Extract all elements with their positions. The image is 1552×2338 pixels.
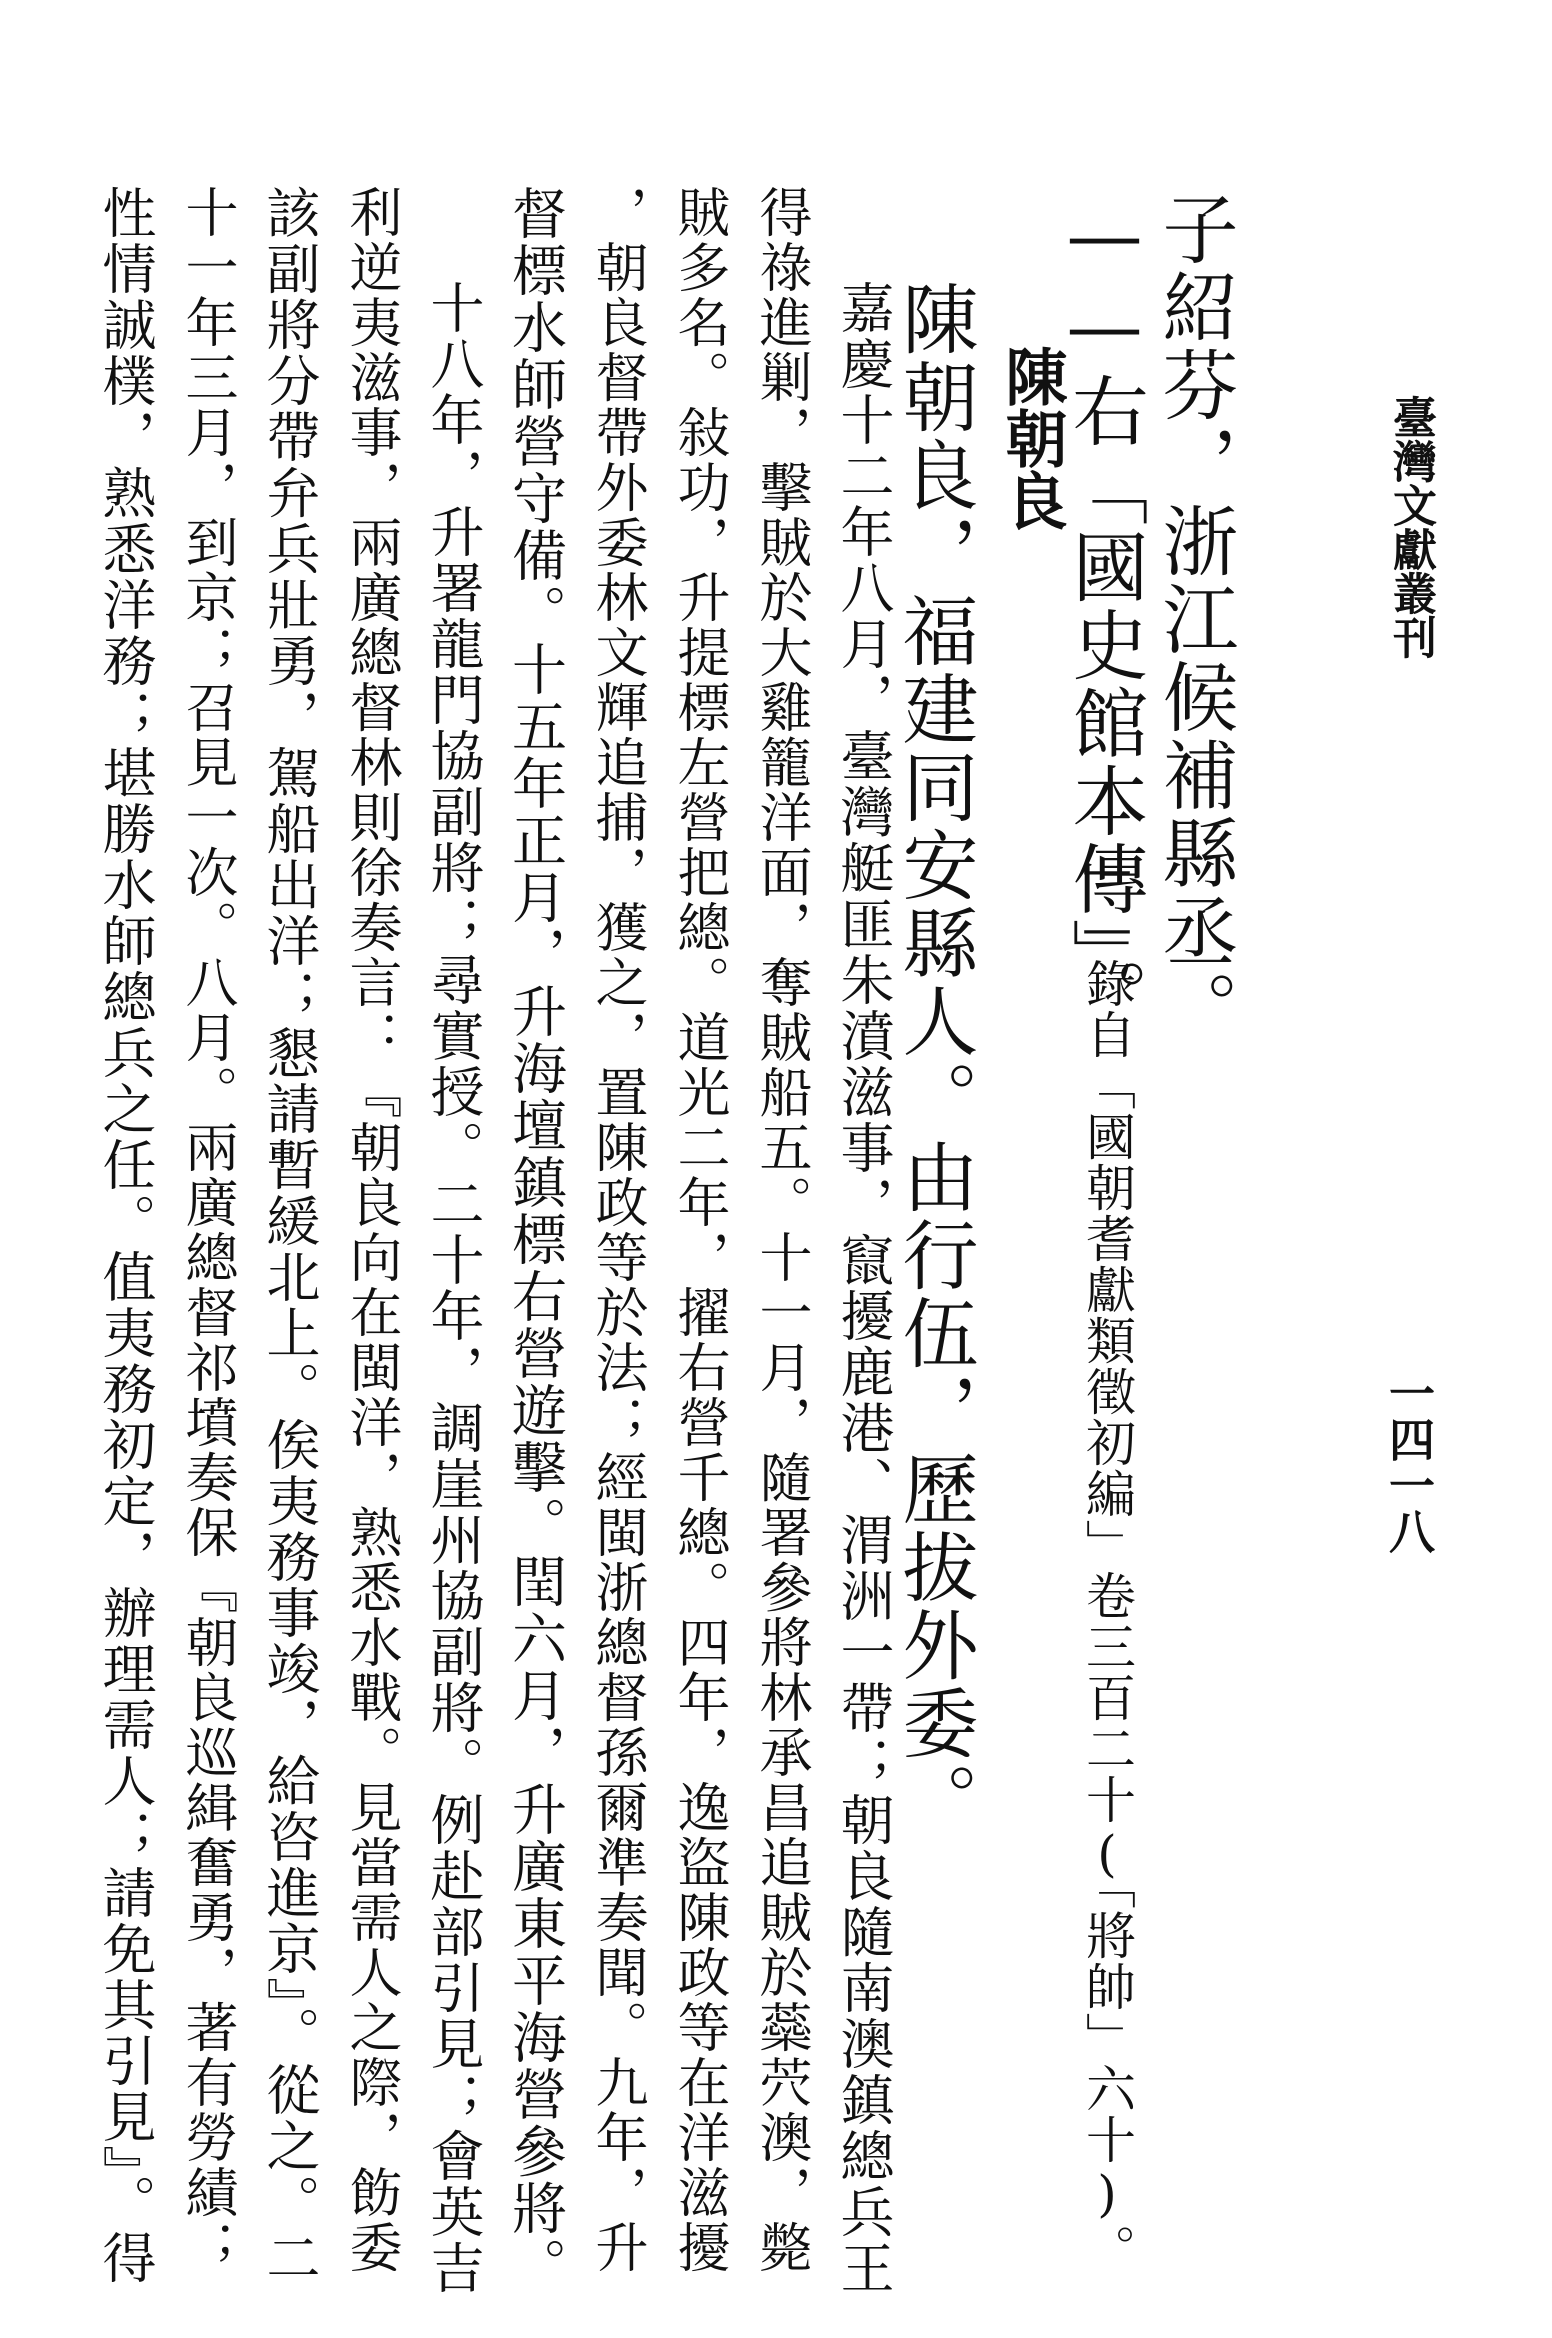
body-column-4: 賊多名。敍功，升提標左營把總。道光二年，擢右營千總。四年，逸盜陳政等在洋滋擾 [669,185,730,2275]
body-column-1: 陳朝良，福建同安縣人。由行伍，歷拔外委。 [890,280,979,1840]
entry-source-note: ——錄自「國朝耆獻類徵初編」卷三百二十(「將帥」六十)。 [1078,840,1136,2275]
body-column-2: 嘉慶十二年八月，臺灣艇匪朱濆滋事，竄擾鹿港、渭洲一帶；朝良隨南澳鎮總兵王 [832,280,895,2296]
body-column-5: ，朝良督帶外委林文輝追捕，獲之，置陳政等於法；經閩浙總督孫爾準奏聞。九年，升 [587,185,648,2275]
body-column-7: 十八年，升署龍門協副將；尋實授。二十年，調崖州協副將。例赴部引見；會英吉 [422,280,485,2296]
body-column-6: 督標水師營守備。十五年正月，升海壇鎮標右營遊擊。閏六月，升廣東平海營參將。 [503,185,567,2294]
body-column-3: 得祿進剿，擊賊於大雞籠洋面，奪賊船五。十一月，隨署參將林承昌追賊於蘂茓澳，斃 [751,185,812,2275]
page-number: 一四一八 [1382,1370,1436,1554]
prev-entry-source: ——右「國史館本傳」。 [1060,190,1149,1036]
book-title: 臺灣文獻叢刊 [1385,395,1436,659]
body-column-9: 該副將分帶弁兵壯勇，駕船出洋；懇請暫緩北上。俟夷務事竣，給咨進京』。從之。二 [258,185,321,2286]
prev-entry-text: 子紹芬，浙江候補縣丞。 [1150,190,1239,1048]
entry-heading: 陳朝良 [995,345,1068,531]
body-column-10: 十一年三月，到京；召見一次。八月。兩廣總督祁墳奏保『朝良巡緝奮勇，著有勞績； [177,185,238,2275]
body-column-8: 利逆夷滋事，兩廣總督林則徐奏言：『朝良向在閩洋，熟悉水戰。見當需人之際，飭委 [341,185,402,2275]
body-column-11: 性情誠樸，熟悉洋務；堪勝水師總兵之任。值夷務初定，辦理需人；請免其引見』。得 [94,185,157,2286]
